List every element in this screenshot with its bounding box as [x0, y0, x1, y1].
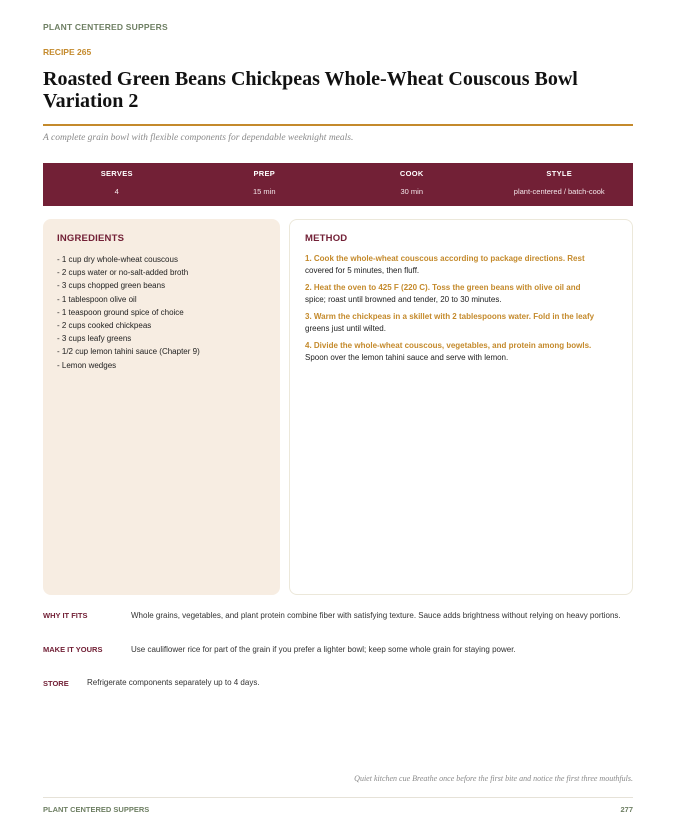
stat-label: STYLE	[546, 169, 573, 178]
ingredients-heading: INGREDIENTS	[57, 233, 125, 244]
stat-value: 4	[114, 187, 119, 196]
method-steps	[305, 253, 632, 363]
make-it-yours-label: MAKE IT YOURS	[43, 645, 103, 654]
ingredient-item: - 1/2 cup lemon tahini sauce (Chapter 9)	[57, 347, 200, 357]
recipe-stats-bar	[43, 163, 633, 206]
why-it-fits-label: WHY IT FITS	[43, 611, 88, 620]
stat-label: SERVES	[100, 169, 133, 178]
stat-prep	[191, 163, 339, 206]
step-lead: 1. Cook the whole-wheat couscous according to package directions. Rest	[305, 254, 585, 263]
title-divider	[43, 124, 633, 126]
running-head: PLANT CENTERED SUPPERS	[43, 22, 168, 32]
method-panel	[289, 219, 633, 595]
ingredients-panel	[43, 219, 280, 595]
stat-value: plant-centered / batch-cook	[513, 187, 605, 196]
page-number: 277	[620, 805, 633, 814]
ingredients-list	[57, 253, 280, 372]
step-lead: 2. Heat the oven to 425 F (220 C). Toss the green beans with olive oil and	[305, 283, 581, 292]
recipe-subtitle: A complete grain bowl with flexible components for dependable weeknight meals.	[43, 133, 354, 143]
method-step	[305, 253, 632, 276]
step-lead: 3. Warm the chickpeas in a skillet with 2 tablespoons water. Fold in the leafy	[305, 312, 595, 321]
step-text: Spoon over the lemon tahini sauce and serve with lemon.	[305, 352, 509, 362]
stat-label: PREP	[253, 169, 276, 178]
ingredient-item: - 3 cups leafy greens	[57, 334, 132, 344]
ingredient-item: - 1 teaspoon ground spice of choice	[57, 307, 184, 317]
make-it-yours-text: Use cauliflower rice for part of the grain if you prefer a lighter bowl; keep some whole grain for staying power.	[131, 645, 516, 654]
step-text: greens just until wilted.	[305, 323, 386, 333]
ingredient-item: - Lemon wedges	[57, 360, 117, 370]
why-it-fits-text: Whole grains, vegetables, and plant protein combine fiber with satisfying texture. Sauce adds brightness without relying on heavy portions.	[131, 611, 621, 620]
stat-value: 15 min	[252, 187, 276, 196]
step-text: spice; roast until browned and tender, 20 to 30 minutes.	[305, 294, 502, 304]
stat-value: 30 min	[400, 187, 423, 196]
method-step	[305, 340, 632, 363]
step-text: covered for 5 minutes, then fluff.	[305, 265, 420, 275]
ingredient-item: - 1 cup dry whole-wheat couscous	[57, 255, 178, 264]
recipe-title: Roasted Green Beans Chickpeas Whole-Wheat Couscous Bowl Variation 2	[43, 68, 578, 112]
method-heading: METHOD	[305, 233, 348, 244]
ingredient-item: - 1 tablespoon olive oil	[57, 294, 137, 304]
recipe-number: RECIPE 265	[43, 47, 92, 57]
method-step	[305, 311, 632, 334]
stat-label: COOK	[399, 169, 424, 178]
stat-serves	[43, 163, 191, 206]
footer-divider	[43, 797, 633, 798]
stat-style	[486, 163, 634, 206]
method-step	[305, 282, 632, 305]
ingredient-item: - 2 cups cooked chickpeas	[57, 321, 152, 331]
footer-title: PLANT CENTERED SUPPERS	[43, 805, 150, 814]
store-text: Refrigerate components separately up to 4 days.	[87, 678, 260, 687]
ingredient-item: - 3 cups chopped green beans	[57, 281, 166, 291]
ingredient-item: - 2 cups water or no-salt-added broth	[57, 268, 189, 278]
store-label: STORE	[43, 679, 69, 688]
step-lead: 4. Divide the whole-wheat couscous, vegetables, and protein among bowls.	[305, 341, 592, 350]
closing-cue: Quiet kitchen cue Breathe once before the first bite and notice the first three mouthfuls.	[354, 774, 633, 783]
stat-cook	[338, 163, 486, 206]
